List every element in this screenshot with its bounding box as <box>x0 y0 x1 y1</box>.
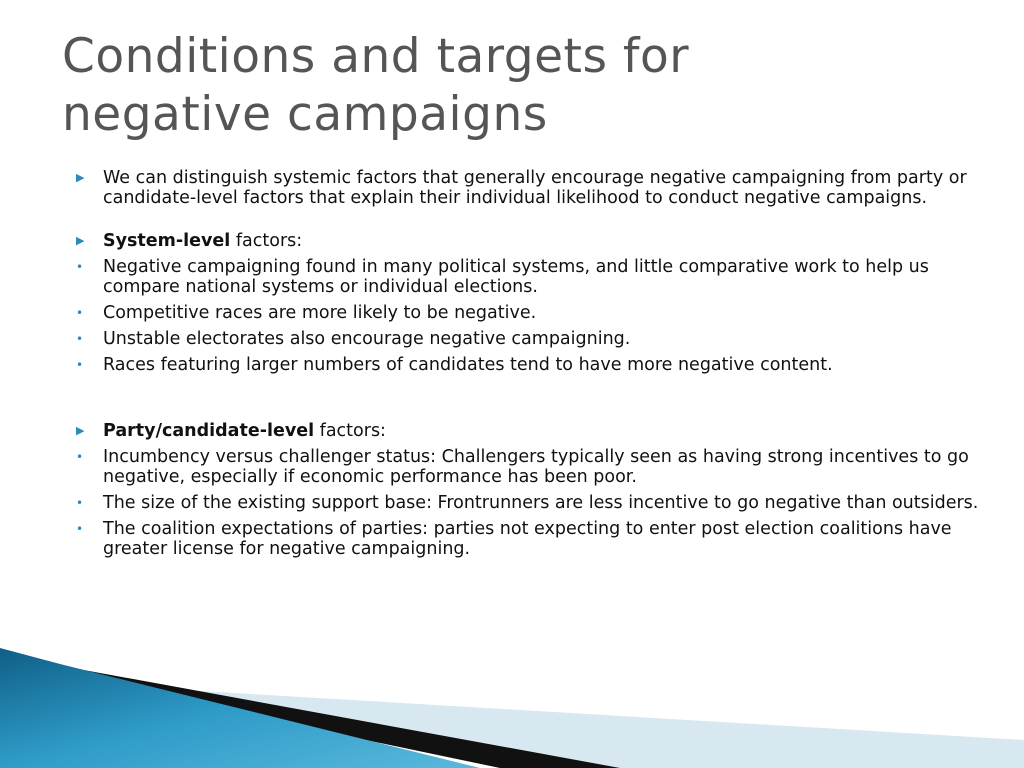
system-heading-rest: factors: <box>230 231 303 251</box>
slide-body <box>76 168 986 559</box>
system-item-text: Unstable electorates also encourage negative campaigning. <box>103 329 631 349</box>
system-item <box>76 329 986 349</box>
system-item-text: Races featuring larger numbers of candidates tend to have more negative content. <box>103 355 833 375</box>
dot-bullet-icon: • <box>76 496 84 510</box>
intro-text: We can distinguish systemic factors that generally encourage negative campaigning from party or candidate-level factors that explain their individual likelihood to conduct negative campaigns. <box>103 168 967 208</box>
dot-bullet-icon: • <box>76 522 84 536</box>
party-item-text: The coalition expectations of parties: parties not expecting to enter post election coalitions have greater license for negative campaigning. <box>103 519 952 559</box>
dot-bullet-icon: • <box>76 450 84 464</box>
party-item <box>76 493 986 513</box>
arrow-bullet-icon: ▶ <box>76 171 85 184</box>
decorative-wave <box>0 640 1024 768</box>
slide-title-line-1: Conditions and targets for <box>62 29 690 84</box>
dot-bullet-icon: • <box>76 260 84 274</box>
party-item-text: The size of the existing support base: Frontrunners are less incentive to go negative than outsiders. <box>103 493 979 513</box>
system-level-heading <box>76 231 986 251</box>
slide-title <box>62 28 962 144</box>
system-item-text: Competitive races are more likely to be negative. <box>103 303 537 323</box>
arrow-bullet-icon: ▶ <box>76 424 85 437</box>
arrow-bullet-icon: ▶ <box>76 234 85 247</box>
party-level-heading <box>76 421 986 441</box>
system-item-text: Negative campaigning found in many political systems, and little comparative work to help us compare national systems or individual elections. <box>103 257 929 297</box>
dot-bullet-icon: • <box>76 358 84 372</box>
system-item <box>76 257 986 297</box>
party-heading-bold: Party/candidate-level <box>103 421 315 441</box>
party-item <box>76 447 986 487</box>
slide-title-line-2: negative campaigns <box>62 87 548 142</box>
system-item <box>76 355 986 375</box>
party-item <box>76 519 986 559</box>
intro-bullet <box>76 168 986 208</box>
dot-bullet-icon: • <box>76 332 84 346</box>
system-heading-bold: System-level <box>103 231 231 251</box>
dot-bullet-icon: • <box>76 306 84 320</box>
party-item-text: Incumbency versus challenger status: Challengers typically seen as having strong incentives to go negative, especially if economic performance has been poor. <box>103 447 969 487</box>
system-item <box>76 303 986 323</box>
party-heading-rest: factors: <box>314 421 386 441</box>
